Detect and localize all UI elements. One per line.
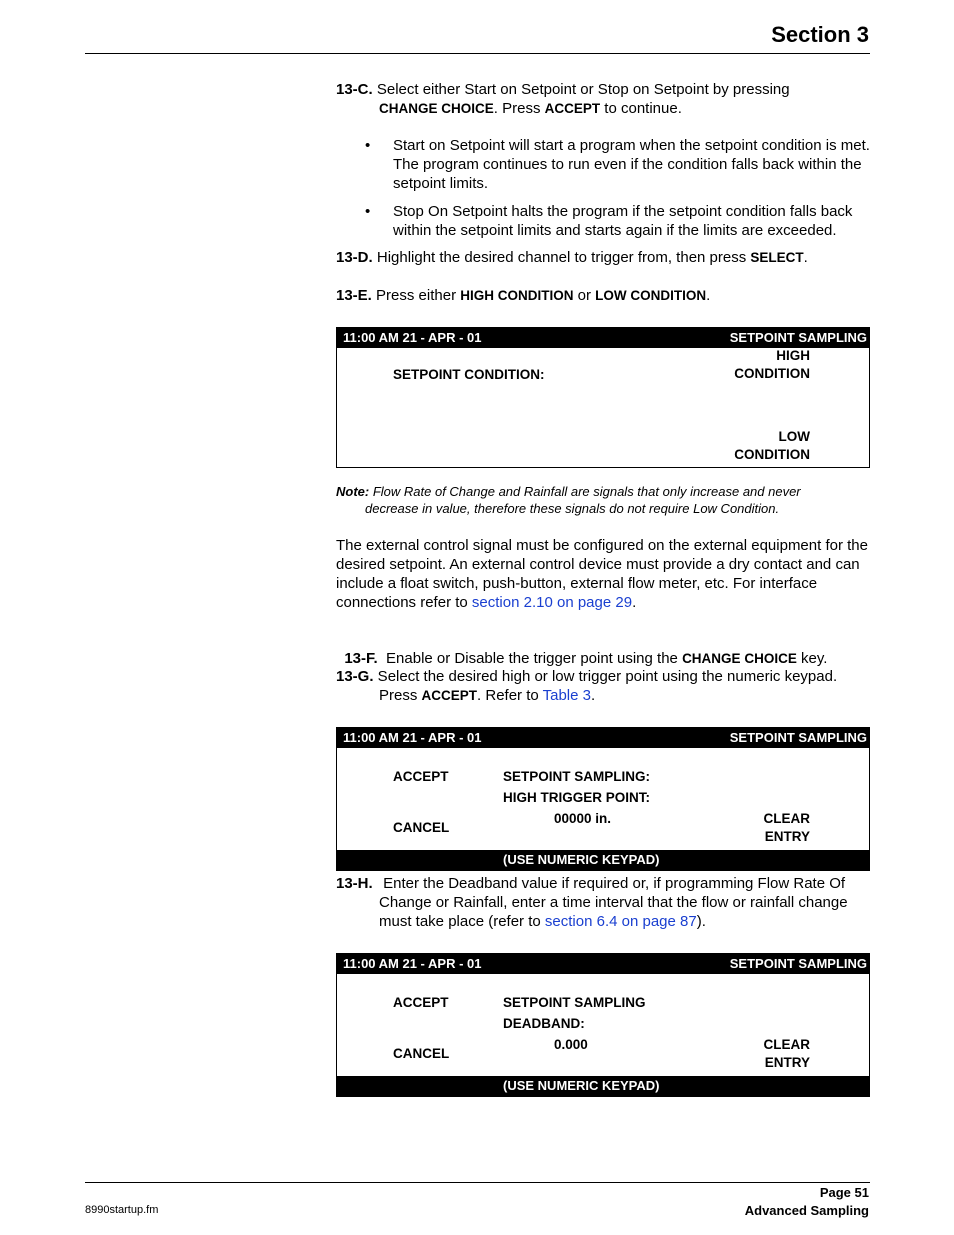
keypad-hint: (USE NUMERIC KEYPAD) [503, 1078, 660, 1093]
step-label: 13-G. [336, 668, 374, 685]
button-label: CONDITION [734, 447, 810, 462]
button-label: ENTRY [764, 1055, 810, 1070]
step-13g [336, 667, 876, 705]
footer-filename: 8990startup.fm [85, 1204, 159, 1216]
step-text: . [803, 249, 808, 266]
link-section-6-4[interactable]: section 6.4 on page 87 [544, 913, 697, 930]
step-text: . [591, 687, 596, 704]
bullet-text: Stop On Setpoint halts the program if the setpoint condition falls back within the setpoint limits and starts again if the limits are exceeded. [393, 203, 853, 239]
step-text: Press [379, 687, 422, 704]
step-text: . Press [493, 100, 545, 117]
step-text: . [706, 287, 711, 304]
key-change-choice: CHANGE CHOICE [682, 651, 797, 666]
screen-time: 11:00 AM 21 - APR - 01 [343, 730, 482, 745]
keypad-hint: (USE NUMERIC KEYPAD) [503, 852, 660, 867]
step-text: to continue. [600, 100, 682, 117]
keypad-hint-bar [337, 850, 869, 870]
screen-line: SETPOINT SAMPLING [503, 995, 646, 1010]
screen-prompt: SETPOINT CONDITION: [393, 367, 545, 382]
screen-line: HIGH TRIGGER POINT: [503, 790, 651, 805]
footer-rule [85, 1182, 870, 1183]
low-condition-button[interactable] [734, 428, 810, 464]
step-text: Press either [371, 287, 461, 304]
keypad-hint-bar [337, 1076, 869, 1096]
key-high-condition: HIGH CONDITION [460, 288, 574, 303]
high-condition-button[interactable] [734, 347, 810, 383]
step-label: 13-D. [336, 249, 373, 266]
paragraph-external-control [336, 536, 872, 612]
button-label: LOW [778, 429, 810, 444]
step-13d [336, 248, 876, 267]
step-text: key. [796, 650, 828, 667]
header-rule [85, 53, 870, 54]
bullet-dot: • [365, 137, 371, 154]
button-label: CONDITION [734, 366, 810, 381]
button-label: HIGH [776, 348, 810, 363]
cancel-button[interactable]: CANCEL [393, 820, 450, 835]
step-text: Enter the Deadband value if required or, if programming Flow Rate Of Change or Rainfall, enter a time interval that the flow or rainfall change must take place (refer to [379, 875, 848, 930]
screen-mode: SETPOINT SAMPLING [729, 956, 867, 971]
step-text: or [573, 287, 596, 304]
screen-time: 11:00 AM 21 - APR - 01 [343, 330, 482, 345]
bullet-text: Start on Setpoint will start a program when the setpoint condition is met. The program continues to run even if the condition falls back within the setpoint limits. [393, 137, 870, 192]
screen-mode: SETPOINT SAMPLING [729, 330, 867, 345]
bullet-dot: • [365, 203, 371, 220]
page-number: Page 51 [819, 1185, 869, 1200]
key-change-choice: CHANGE CHOICE [379, 101, 494, 116]
accept-button[interactable]: ACCEPT [393, 769, 449, 784]
footer-page-info [745, 1184, 869, 1220]
screen-mode: SETPOINT SAMPLING [729, 730, 867, 745]
key-accept: ACCEPT [544, 101, 601, 116]
trigger-value: 00000 in. [554, 811, 612, 826]
step-label: 13-E. [336, 287, 372, 304]
note-label: Note: [336, 484, 370, 499]
button-label: ENTRY [764, 829, 810, 844]
step-13f [336, 630, 876, 668]
section-title: Section 3 [771, 22, 869, 47]
step-text: ). [696, 913, 706, 930]
link-section-2-10[interactable]: section 2.10 on page 29 [471, 594, 633, 611]
step-text: Select either Start on Setpoint or Stop on Setpoint by pressing [372, 81, 790, 98]
step-text: Select the desired high or low trigger point using the numeric keypad. [373, 668, 838, 685]
bullet-item [365, 136, 873, 193]
key-select: SELECT [750, 250, 804, 265]
deadband-value: 0.000 [554, 1037, 588, 1052]
status-bar [337, 954, 869, 974]
clear-entry-button[interactable] [750, 1036, 810, 1072]
key-low-condition: LOW CONDITION [595, 288, 707, 303]
note-text: decrease in value, therefore these signals do not require Low Condition. [365, 501, 780, 516]
note [336, 483, 876, 517]
step-13h [336, 874, 872, 931]
cancel-button[interactable]: CANCEL [393, 1046, 450, 1061]
screen-line: DEADBAND: [503, 1016, 585, 1031]
step-13c [336, 80, 876, 118]
note-text: Flow Rate of Change and Rainfall are signals that only increase and never [369, 484, 801, 499]
chapter-name: Advanced Sampling [744, 1203, 869, 1218]
para-text: The external control signal must be configured on the external equipment for the desired setpoint. An external control device must provide a dry contact and can include a float switch, push-button, external flow meter, etc. For interface connections refer to [336, 537, 868, 611]
accept-button[interactable]: ACCEPT [393, 995, 449, 1010]
button-label: CLEAR [763, 1037, 810, 1052]
link-table-3[interactable]: Table 3 [542, 687, 591, 704]
step-text: . Refer to [477, 687, 543, 704]
para-text: . [632, 594, 637, 611]
step-text: Highlight the desired channel to trigger from, then press [372, 249, 751, 266]
step-text: Enable or Disable the trigger point using the [377, 650, 683, 667]
status-bar [337, 728, 869, 748]
screen-time: 11:00 AM 21 - APR - 01 [343, 956, 482, 971]
button-label: CLEAR [763, 811, 810, 826]
status-bar [337, 328, 869, 348]
screen-line: SETPOINT SAMPLING: [503, 769, 651, 784]
key-accept: ACCEPT [421, 688, 478, 703]
step-label: 13-H. [336, 875, 373, 892]
step-label: 13-C. [336, 81, 373, 98]
screen-deadband [336, 953, 870, 1097]
bullet-item [365, 202, 873, 240]
screen-high-trigger-point [336, 727, 870, 871]
step-label: 13-F. [344, 650, 378, 667]
screen-setpoint-condition [336, 327, 870, 468]
clear-entry-button[interactable] [750, 810, 810, 846]
step-13e [336, 286, 876, 305]
